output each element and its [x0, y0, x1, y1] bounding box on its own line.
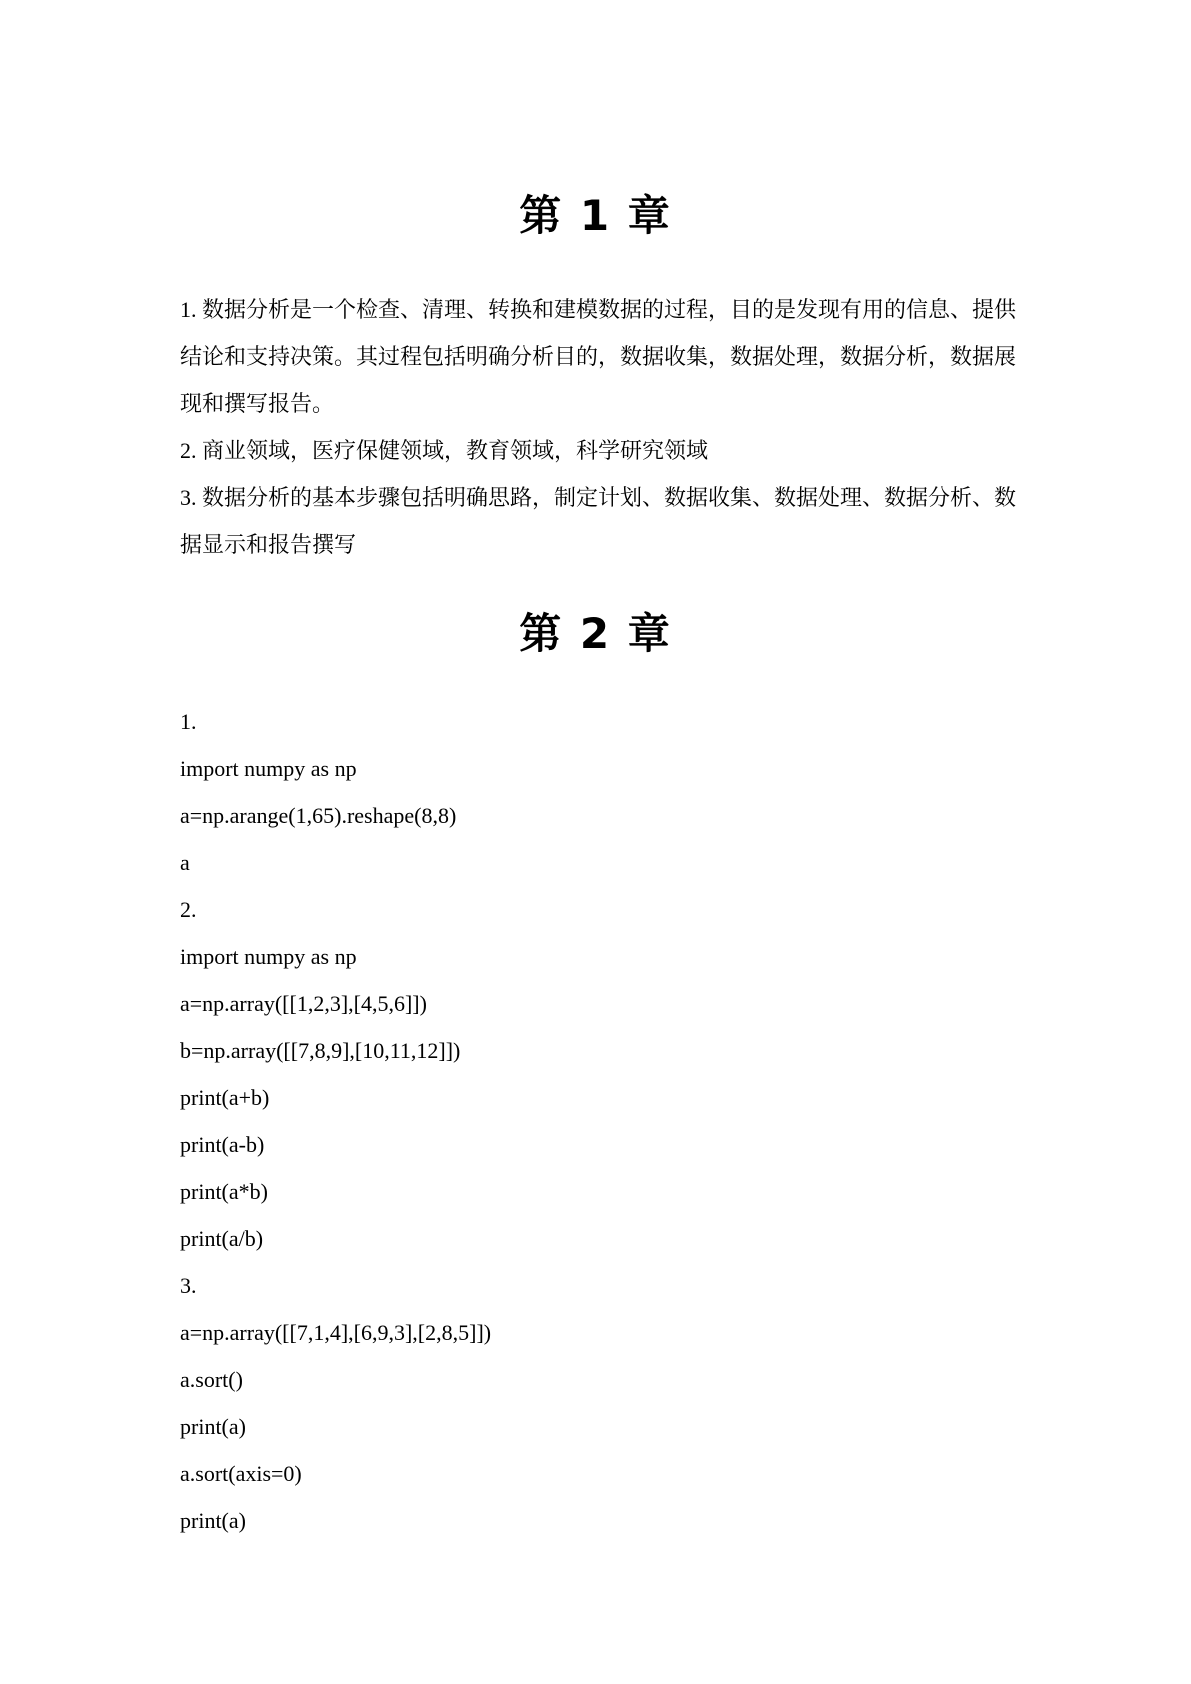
code-line: a.sort()	[180, 1367, 243, 1392]
code-line: print(a/b)	[180, 1226, 264, 1251]
code-line: a	[180, 850, 190, 875]
code-line: print(a)	[180, 1414, 246, 1439]
code-line: import numpy as np	[180, 944, 357, 969]
code-line: import numpy as np	[180, 756, 357, 781]
chapter-1-item-1: 1. 数据分析是一个检查、清理、转换和建模数据的过程，目的是发现有用的信息、提供结论和支持决策。其过程包括明确分析目的，数据收集，数据处理，数据分析，数据展现和撰写报告。	[180, 297, 1017, 416]
code-line: a.sort(axis=0)	[180, 1461, 302, 1486]
chapter-1-title: 第 1 章	[519, 191, 672, 240]
code-line: a=np.arange(1,65).reshape(8,8)	[180, 803, 457, 828]
chapter-1-item-3: 3. 数据分析的基本步骤包括明确思路，制定计划、数据收集、数据处理、数据分析、数据显示和报告撰写	[180, 485, 1017, 557]
chapter-2-body	[180, 698, 1025, 1544]
chapter-2-title: 第 2 章	[519, 609, 672, 658]
code-line: a=np.array([[7,1,4],[6,9,3],[2,8,5]])	[180, 1320, 492, 1345]
code-line: print(a*b)	[180, 1179, 268, 1204]
chapter-1-item-2: 2. 商业领域，医疗保健领域，教育领域，科学研究领域	[180, 438, 709, 463]
code-line: print(a+b)	[180, 1085, 270, 1110]
exercise-1-number: 1.	[180, 709, 197, 734]
code-line: b=np.array([[7,8,9],[10,11,12]])	[180, 1038, 461, 1063]
code-line: print(a-b)	[180, 1132, 265, 1157]
exercise-3-number: 3.	[180, 1273, 197, 1298]
exercise-2-number: 2.	[180, 897, 197, 922]
chapter-1-body	[180, 286, 1025, 568]
code-line: print(a)	[180, 1508, 246, 1533]
code-line: a=np.array([[1,2,3],[4,5,6]])	[180, 991, 427, 1016]
